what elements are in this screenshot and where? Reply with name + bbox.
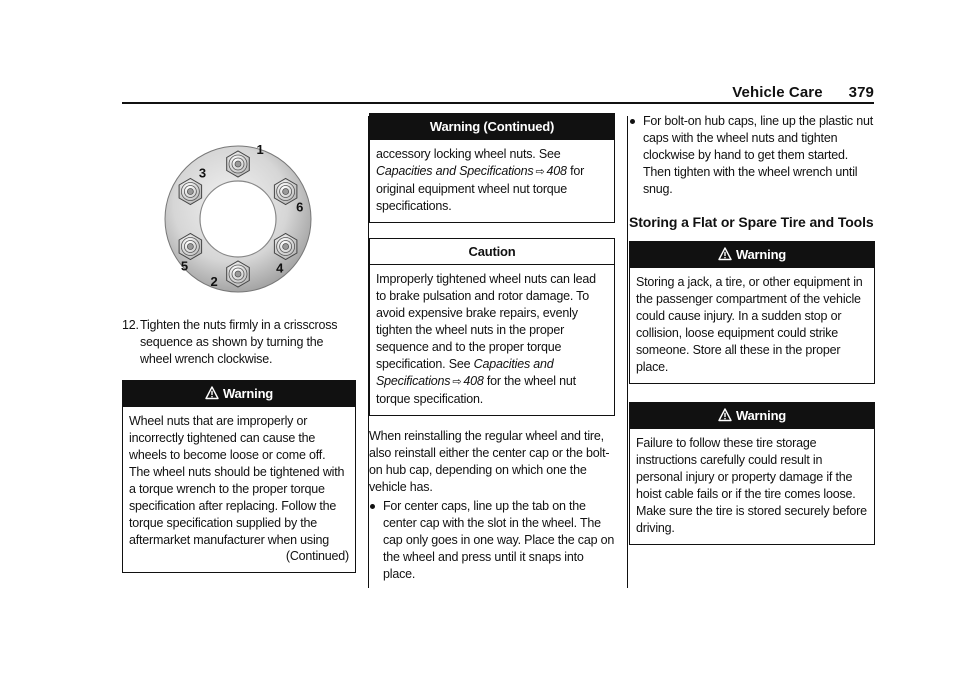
header-rule [122,102,874,104]
warning-title-bar [123,381,355,407]
bullet-bolt-on-hub-caps [629,113,875,198]
column-1 [122,128,356,573]
warning-body: Storing a jack, a tire, or other equipment in the passenger compartment of the vehicle could cause injury. In a sudden stop or collision, loose equipment could strike someone. Store all these in the proper place. [636,275,863,374]
nut-sequence-label-4: 4 [276,260,284,276]
nut-sequence-label-5: 5 [180,258,188,274]
bullet-center-caps [369,498,615,583]
nut-sequence-label-1: 1 [256,142,264,157]
warning-title: Warning [222,386,274,401]
caution-text: Improperly tightened wheel nuts can lead to brake pulsation and rotor damage. To avoid expensive brake repairs, evenly tighten the wheel nuts in the proper sequence and to the proper torque specification. See [376,272,596,371]
page-number: 379 [848,84,874,101]
warning-body: Failure to follow these tire storage instructions carefully could result in personal injury or property damage if the hoist cable fails or if the tire comes loose. Make sure the tire is stored securely before driving. [636,436,867,535]
warning-title-bar [630,242,874,268]
warning-title-bar [630,403,874,429]
warning-box-continued [369,113,615,223]
warning-box-tire-storage [629,402,875,545]
warning-continued-text: accessory locking wheel nuts. See [376,147,561,161]
column-2 [369,113,615,583]
nut-sequence-label-3: 3 [198,165,206,181]
warning-title: Warning [735,408,787,423]
warning-continued-title: Warning (Continued) [370,114,614,140]
section-title: Vehicle Care [732,84,823,101]
page-ref-arrow-icon: ⇨ [452,376,462,388]
wheel-nut-sequence-diagram [164,136,314,304]
column-3 [629,113,875,545]
warning-triangle-icon [718,247,732,261]
column-divider-right [627,116,628,588]
xref-capacities-specifications[interactable]: Capacities and Specifications [376,357,554,388]
caution-title: Caution [370,239,614,265]
step-text: Tighten the nuts firmly in a crisscross sequence as shown by turning the wheel wrench clockwise. [140,318,338,366]
bullet-dot-icon [370,504,375,509]
page-header [732,84,874,101]
warning-triangle-icon [205,386,219,400]
step-number: 12. [122,318,139,332]
warning-title: Warning [735,247,787,262]
warning-body: Wheel nuts that are improperly or incorrectly tightened can cause the wheels to become loose or come off. The wheel nuts should be tightened with a torque wrench to the proper torque specification after replacing. Follow the torque specification supplied by the aftermarket manufacturer when using [129,414,345,547]
xref-page[interactable]: 408 [546,164,567,178]
xref-capacities-specifications[interactable]: Capacities and Specifications [376,164,534,178]
section-heading: Storing a Flat or Spare Tire and Tools [629,214,874,230]
bullet-text: For center caps, line up the tab on the center cap with the slot in the wheel. The cap only goes in one way. Place the cap on the wheel and press until it snaps into place. [383,499,615,581]
reinstall-paragraph: When reinstalling the regular wheel and tire, also reinstall either the center cap or the bolt-on hub cap, depending on which one the vehicle has. [369,429,610,494]
nut-sequence-label-2: 2 [210,274,218,289]
page-ref-arrow-icon: ⇨ [535,166,545,178]
xref-page[interactable]: 408 [463,374,484,388]
caution-box [369,238,615,416]
wheel-hub-illustration [164,136,314,304]
caution-text-end: for the wheel nut torque specification. [376,374,576,406]
warning-box-wheel-nuts [122,380,356,573]
bullet-dot-icon [630,119,635,124]
continued-label: (Continued) [285,549,349,563]
step-12 [122,317,356,368]
warning-continued-text-end: for original equipment wheel nut torque specifications. [376,164,585,213]
warning-triangle-icon [718,408,732,422]
bullet-text: For bolt-on hub caps, line up the plastic nut caps with the wheel nuts and tighten clockwise by hand to get them started. Then tighten with the wheel wrench until snug. [643,114,874,196]
warning-box-storing-equipment [629,241,875,384]
nut-sequence-label-6: 6 [296,199,304,215]
